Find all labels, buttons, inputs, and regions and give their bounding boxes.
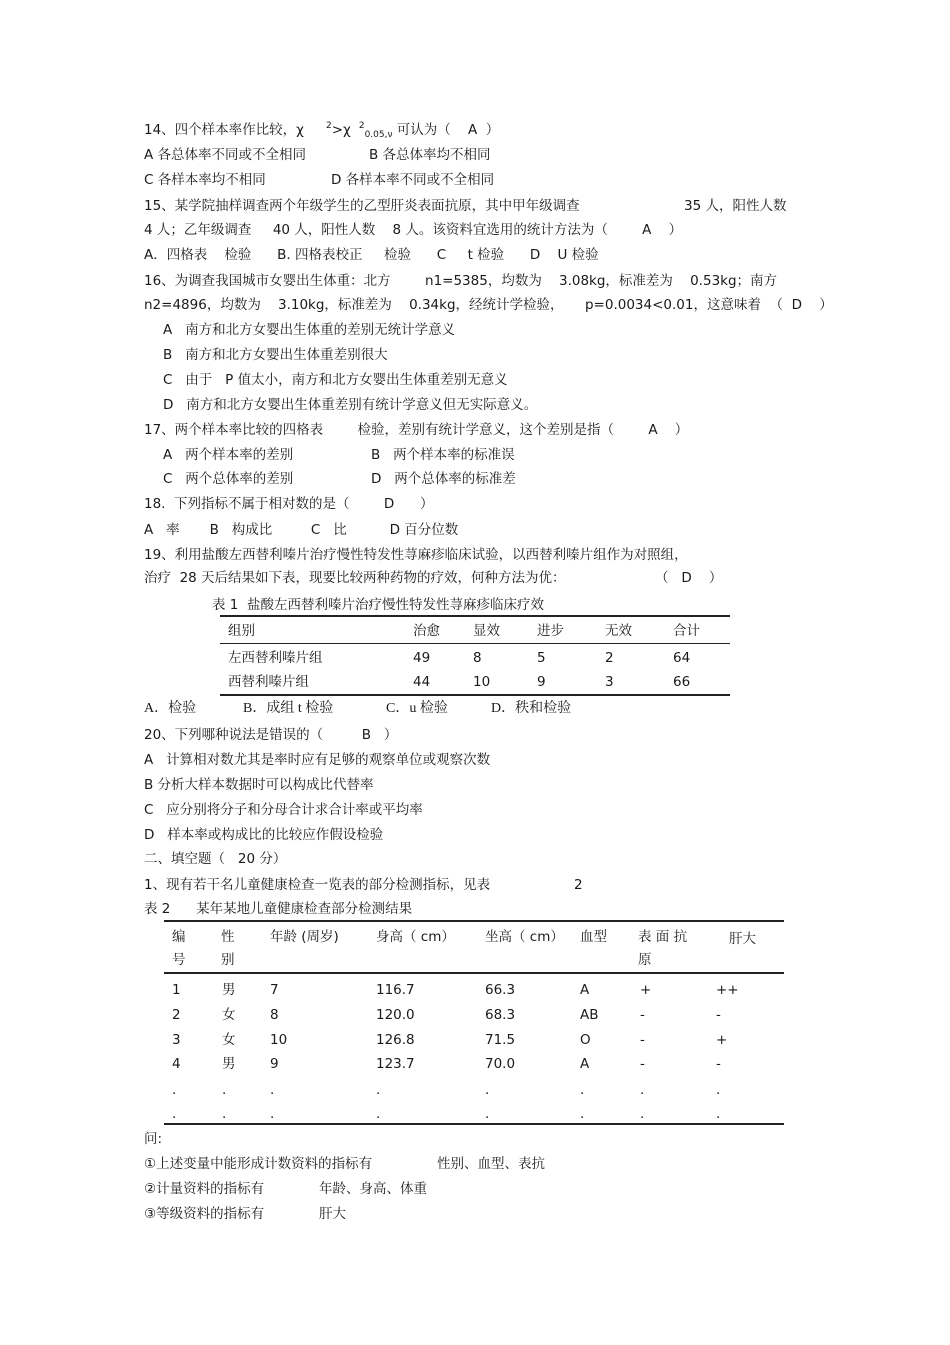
q17-option-a: A 两个样本率的差别 [163, 447, 294, 463]
table2-header: 身高（ cm） [376, 929, 455, 945]
table2-cell: 4 [172, 1056, 181, 1072]
table2-cell: 120.0 [376, 1007, 415, 1023]
q20-line1: 20、下列哪种说法是错误的（ B ） [144, 727, 398, 743]
q15-line3: A．四格表 检验 B. 四格表校正 检验 C t 检验 D U 检验 [144, 247, 599, 263]
table2-cell: . [270, 1082, 275, 1098]
table2-header: 性 [221, 929, 235, 945]
table2-cell: . [270, 1106, 275, 1122]
q15-line2: 4 人；乙年级调查 40 人，阳性人数 8 人。该资料宜选用的统计方法为（ A ） [144, 222, 683, 238]
table2-bottom-rule [164, 1123, 784, 1125]
q16-option-b: B 南方和北方女婴出生体重差别很大 [163, 347, 388, 363]
table1-cell: 9 [537, 674, 546, 690]
q14-option-a: A 各总体率不同或不全相同 [144, 147, 307, 163]
ask-label: 问: [144, 1131, 163, 1147]
table2-cell: 10 [270, 1032, 288, 1048]
table2-cell: 66.3 [485, 982, 516, 998]
table1-header: 无效 [605, 623, 632, 639]
section2-q1b: 2 [574, 877, 583, 893]
table2-cell: 男 [222, 1056, 236, 1072]
q14-stem [144, 121, 499, 141]
table2-mid-rule [164, 972, 784, 974]
table2-cell: - [716, 1056, 721, 1072]
table1-cell: 左西替利嗪片组 [228, 650, 323, 666]
table1-header: 进步 [537, 623, 564, 639]
table2-cell: 126.8 [376, 1032, 415, 1048]
answer-a2: 年龄、身高、体重 [319, 1181, 427, 1197]
q14-sup2: 2 [358, 121, 365, 131]
table2-cell: . [172, 1082, 177, 1098]
table2-cell: 2 [172, 1007, 181, 1023]
table2-cell: 男 [222, 982, 236, 998]
table2-cell: 3 [172, 1032, 181, 1048]
table1-bottom-rule [220, 694, 730, 696]
table2-cell: 7 [270, 982, 279, 998]
table2-header: 编 [172, 929, 186, 945]
table2-header: 坐高（ cm） [485, 929, 564, 945]
table1-cell: 44 [413, 674, 431, 690]
q19-line2: 治疗 28 天后结果如下表，现要比较两种药物的疗效，何种方法为优： [144, 570, 566, 586]
table1-header: 组别 [228, 623, 255, 639]
q19-option-c: C．u 检验 [386, 701, 448, 716]
table1-caption: 表 1 盐酸左西替利嗪片治疗慢性特发性荨麻疹临床疗效 [212, 597, 544, 613]
table2-cell: . [716, 1106, 721, 1122]
table2-cell: . [485, 1106, 490, 1122]
table2-cell: . [485, 1082, 490, 1098]
table2-header: 肝大 [729, 931, 756, 947]
q17-option-d: D 两个总体率的标准差 [371, 471, 516, 487]
table2-cell: . [640, 1106, 645, 1122]
table2-cell: + [716, 1032, 728, 1048]
table1-cell: 66 [673, 674, 691, 690]
section2-q1a: 1、现有若干名儿童健康检查一览表的部分检测指标，见表 [144, 877, 491, 893]
table2-cell: 8 [270, 1007, 279, 1023]
table2-cell: 71.5 [485, 1032, 516, 1048]
q16-option-a: A 南方和北方女婴出生体重的差别无统计学意义 [163, 322, 456, 338]
answer-q3: ③等级资料的指标有 [144, 1206, 265, 1222]
q20-option-a: A 计算相对数尤其是率时应有足够的观察单位或观察次数 [144, 752, 491, 768]
table2-cell: - [640, 1032, 645, 1048]
table1-cell: 10 [473, 674, 491, 690]
table2-cell: 9 [270, 1056, 279, 1072]
q19-option-d: D．秩和检验 [491, 701, 572, 716]
q17-line1: 17、两个样本率比较的四格表 检验，差别有统计学意义，这个差别是指（ A ） [144, 422, 689, 438]
q15-line1b: 35 人，阳性人数 [684, 198, 787, 214]
table1-cell: 5 [537, 650, 546, 666]
table2-header: 号 [172, 952, 186, 968]
table2-cell: 70.0 [485, 1056, 516, 1072]
table2-header: 年龄 (周岁) [270, 929, 339, 945]
q14-sup1: 2 [325, 121, 332, 131]
table2-cell: . [376, 1106, 381, 1122]
table1-cell: 8 [473, 650, 482, 666]
table2-cell: . [640, 1082, 645, 1098]
answer-q2: ②计量资料的指标有 [144, 1181, 265, 1197]
table2-header: 血型 [580, 929, 607, 945]
table2-cell: - [640, 1056, 645, 1072]
table2-cell: - [640, 1007, 645, 1023]
table2-cell: O [580, 1032, 591, 1048]
q18-options: A 率 B 构成比 C 比 D 百分位数 [144, 522, 459, 538]
q14-stem-a: 14、四个样本率作比较，χ [144, 122, 304, 138]
table2-cell: 123.7 [376, 1056, 415, 1072]
table2-cell: . [222, 1106, 227, 1122]
q20-option-c: C 应分别将分子和分母合计求合计率或平均率 [144, 802, 423, 818]
table2-cell: 68.3 [485, 1007, 516, 1023]
q19-line1: 19、利用盐酸左西替利嗪片治疗慢性特发性荨麻疹临床试验，以西替利嗪片组作为对照组， [144, 547, 688, 563]
table1-cell: 3 [605, 674, 614, 690]
answer-a3: 肝大 [319, 1206, 346, 1222]
table2-cell: A [580, 982, 590, 998]
table2-cell: 女 [222, 1032, 236, 1048]
table2-header: 别 [221, 952, 235, 968]
table2-cell: . [580, 1082, 585, 1098]
q14-sub: 0.05,ν [364, 130, 393, 140]
table1-cell: 西替利嗪片组 [228, 674, 309, 690]
table2-cell: . [580, 1106, 585, 1122]
q16-line2: n2=4896，均数为 3.10kg，标准差为 0.34kg，经统计学检验， p=0.0034<0.01，这意味着 （ D ） [144, 297, 833, 313]
answer-q1: ①上述变量中能形成计数资料的指标有 [144, 1156, 373, 1172]
table2-cell: ++ [716, 982, 739, 998]
table2-header: 表 面 抗 [638, 929, 688, 945]
q14-option-d: D 各样本率不同或不全相同 [331, 172, 495, 188]
table2-cell: A [580, 1056, 590, 1072]
q20-option-d: D 样本率或构成比的比较应作假设检验 [144, 827, 384, 843]
table2-cell: . [172, 1106, 177, 1122]
q15-line1a: 15、某学院抽样调查两个年级学生的乙型肝炎表面抗原，其中甲年级调查 [144, 198, 580, 214]
section2-heading: 二、填空题（ 20 分） [144, 851, 287, 867]
q19-option-a: A．检验 [144, 701, 197, 716]
table2-cell: 116.7 [376, 982, 415, 998]
table1-cell: 64 [673, 650, 691, 666]
table2-cell: . [222, 1082, 227, 1098]
q18-line1: 18. 下列指标不属于相对数的是（ D ） [144, 496, 434, 512]
table2-cell: + [640, 982, 652, 998]
answer-a1: 性别、血型、表抗 [437, 1156, 545, 1172]
table1-top-rule [220, 615, 730, 617]
table2-cell: 1 [172, 982, 181, 998]
q14-stem-b: 可认为（ A ） [392, 122, 500, 138]
q16-option-c: C 由于 P 值太小，南方和北方女婴出生体重差别无意义 [163, 372, 508, 388]
table1-header: 治愈 [413, 623, 440, 639]
table1-header: 显效 [473, 623, 500, 639]
q20-option-b: B 分析大样本数据时可以构成比代替率 [144, 777, 374, 793]
table2-cell: 女 [222, 1007, 236, 1023]
q19-option-b: B．成组 t 检验 [243, 701, 334, 716]
table2-top-rule [164, 920, 784, 922]
q19-answer: （ D ） [655, 570, 723, 586]
table1-header: 合计 [673, 623, 700, 639]
q16-line1: 16、为调查我国城市女婴出生体重：北方 n1=5385，均数为 3.08kg，标准差为 0.53kg；南方 [144, 273, 778, 289]
table2-cell: . [376, 1082, 381, 1098]
q17-option-c: C 两个总体率的差别 [163, 471, 294, 487]
q16-option-d: D 南方和北方女婴出生体重差别有统计学意义但无实际意义。 [163, 397, 538, 413]
table1-cell: 2 [605, 650, 614, 666]
table1-cell: 49 [413, 650, 431, 666]
table2-cell: AB [580, 1007, 599, 1023]
q17-option-b: B 两个样本率的标准误 [371, 447, 515, 463]
table2-cell: - [716, 1007, 721, 1023]
table1-mid-rule [220, 643, 730, 644]
table2-caption: 表 2 某年某地儿童健康检查部分检测结果 [144, 901, 413, 917]
q14-option-b: B 各总体率均不相同 [369, 147, 491, 163]
q14-option-c: C 各样本率均不相同 [144, 172, 266, 188]
table2-cell: . [716, 1082, 721, 1098]
table2-header: 原 [638, 952, 652, 968]
q14-mid: >χ [331, 122, 351, 138]
